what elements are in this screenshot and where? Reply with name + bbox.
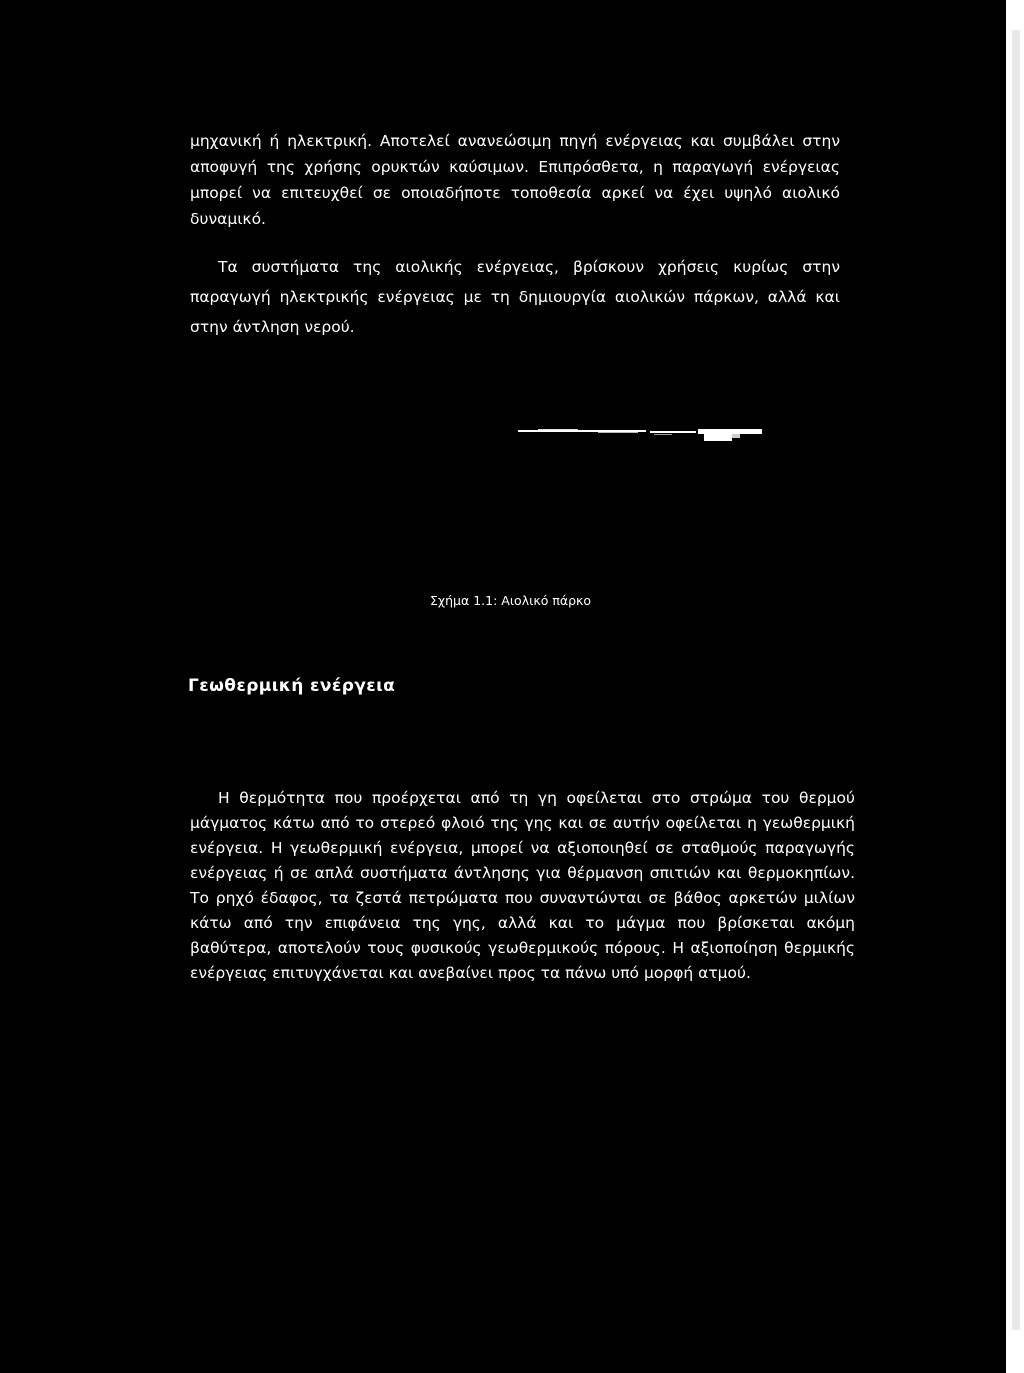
text-line: μπορεί να επιτευχθεί σε οποιαδήποτε τοποθεσία αρκεί να έχει υψηλό αιολικό [190,184,840,202]
paragraph-geothermal-energy: Η θερμότητα που προέρχεται από τη γη οφείλεται στο στρώμα του θερμού μάγματος κάτω από το στερεό φλοιό της γης και σε αυτήν οφείλεται η γεωθερμική ενέργεια. Η γεωθερμική ενέργεια, μπορεί να αξιοποιηθεί σε σταθμούς παραγωγής ενέργειας ή σε απλά συστήματα άντλησης για θέρμανση σπιτιών και θερμοκηπίων. Το ρηχό έδαφος, τα ζεστά πετρώματα που συναντώνται σε βάθος αρκετών μιλίων κάτω από την επιφάνεια της γης, αλλά και το μάγμα που βρίσκεται ακόμη βαθύτερα, αποτελούν τους φυσικούς γεωθερμικούς πόρους. Η αξιοποίηση θερμικής ενέργειας επιτυγχάνεται και ανεβαίνει προς τα πάνω υπό μορφή ατμού. [190,789,855,982]
text-line: αποφυγή της χρήσης ορυκτών καύσιμων. Επιπρόσθετα, η παραγωγή ενέργειας [190,158,840,176]
figure-wind-park-image-fragment [518,424,762,444]
paragraph-wind-energy-uses: Τα συστήματα της αιολικής ενέργειας, βρίσκουν χρήσεις κυρίως στην παραγωγή ηλεκτρικής ενέργειας με τη δημιουργία αιολικών πάρκων, αλλά και στην άντληση νερού. [190,258,840,336]
section-heading-geothermal: Γεωθερμική ενέργεια [188,676,396,696]
page-edge-shadow [1012,30,1020,1330]
figure-caption: Σχήμα 1.1: Αιολικό πάρκο [430,593,592,608]
paragraph-wind-energy-continued [190,128,840,232]
text-line: δυναμικό. [190,210,266,228]
text-line: μηχανική ή ηλεκτρική. Αποτελεί ανανεώσιμη πηγή ενέργειας και συμβάλει στην [190,132,840,150]
